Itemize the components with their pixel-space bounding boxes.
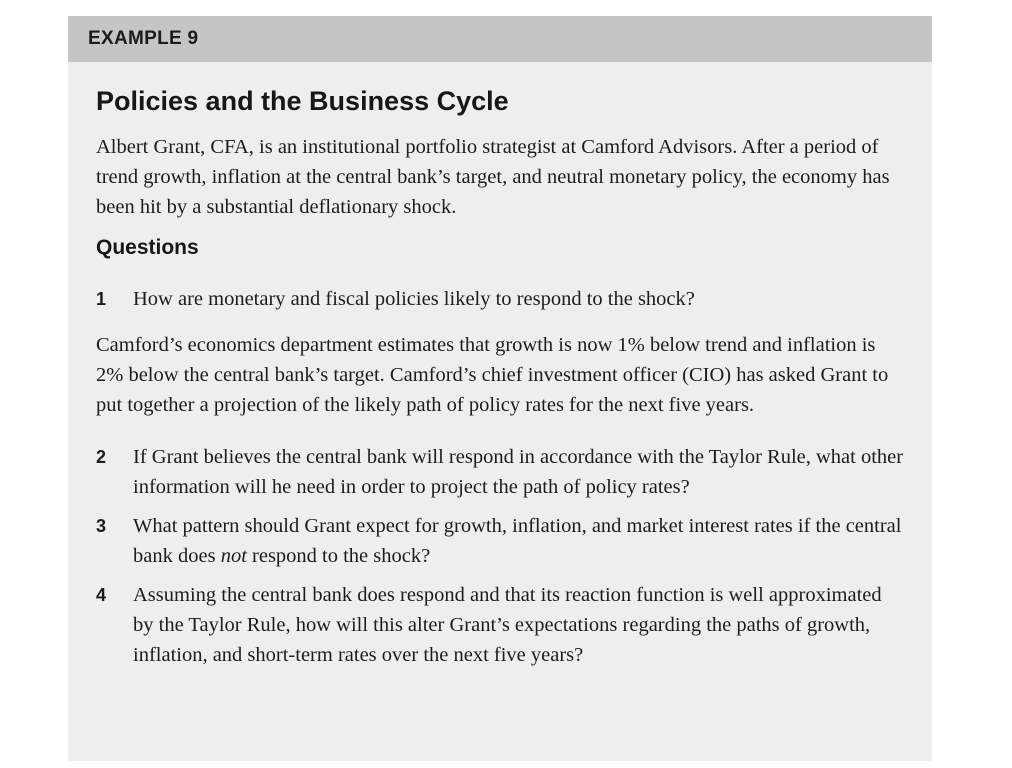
example-title: Policies and the Business Cycle [96, 86, 509, 116]
intro-paragraph: Albert Grant, CFA, is an institutional portfolio strategist at Camford Advisors. After a period of trend growth, inflation at the central bank’s target, and neutral monetary policy, the economy has been hit by a substantial deflationary shock. [96, 136, 890, 219]
question-2-text: If Grant believes the central bank will respond in accordance with the Taylor Rule, what other information will he need in order to project the path of policy rates? [133, 446, 904, 499]
question-3-text-before: What pattern should Grant expect for growth, inflation, and market interest rates if the central bank does [133, 515, 902, 568]
question-4-number: 4 [96, 585, 107, 606]
question-3-number: 3 [96, 516, 107, 537]
question-3-text [133, 511, 905, 571]
example-label: EXAMPLE 9 [88, 28, 199, 49]
question-1 [96, 284, 905, 314]
question-4-text: Assuming the central bank does respond and that its reaction function is well approximated by the Taylor Rule, how will this alter Grant’s expectations regarding the paths of growth, inflation, and short-term rates over the next five years? [133, 584, 882, 667]
question-3-text-after: respond to the shock? [246, 545, 431, 568]
example-body [68, 62, 932, 693]
question-3 [96, 511, 905, 571]
question-2 [96, 442, 905, 502]
questions-heading: Questions [96, 236, 199, 260]
example-box [68, 16, 932, 761]
question-1-text: How are monetary and fiscal policies likely to respond to the shock? [133, 288, 695, 311]
question-4 [96, 580, 905, 670]
question-3-italic-word: not [220, 545, 247, 568]
question-1-number: 1 [96, 289, 107, 310]
interlude-paragraph: Camford’s economics department estimates that growth is now 1% below trend and inflation is 2% below the central bank’s target. Camford’s chief investment officer (CIO) has asked Grant to put together a projection of the likely path of policy rates for the next five years. [96, 334, 889, 417]
question-2-number: 2 [96, 447, 107, 468]
example-header-bar [68, 16, 932, 62]
